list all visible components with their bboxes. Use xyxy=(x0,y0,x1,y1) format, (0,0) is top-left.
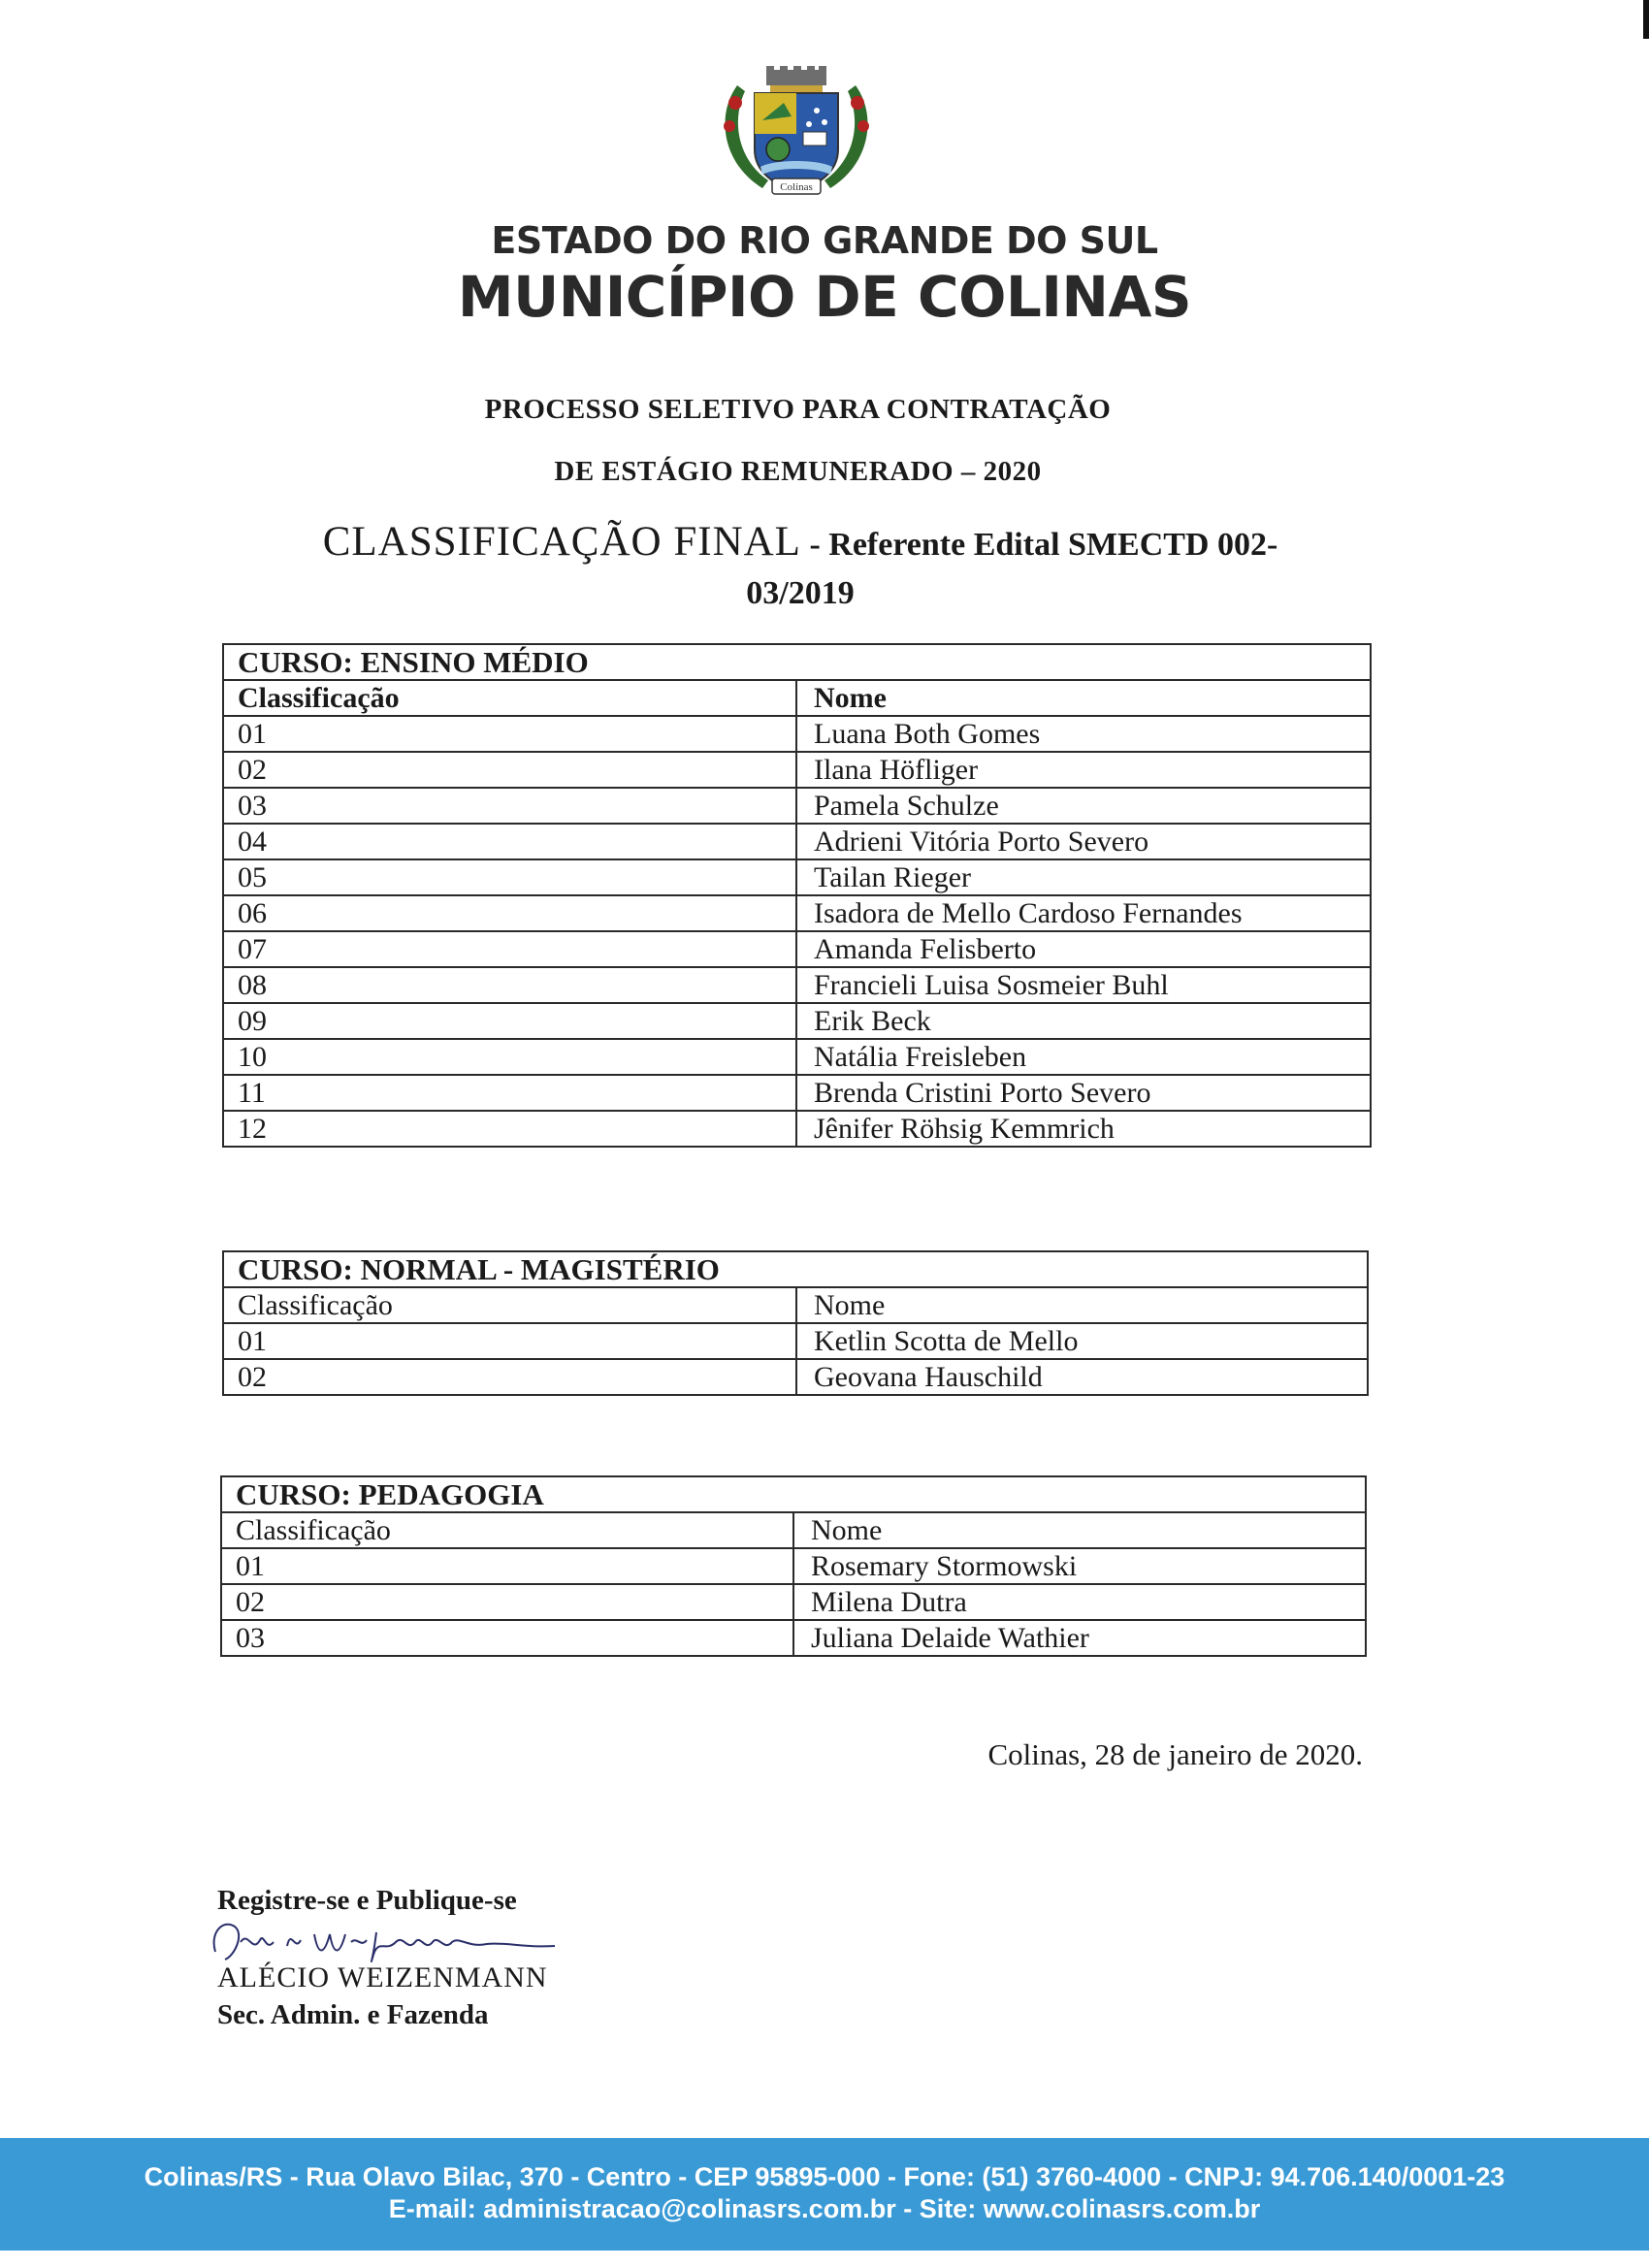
table-row xyxy=(223,1039,1371,1075)
table-row xyxy=(223,1111,1371,1147)
column-header-classificacao: Classificação xyxy=(221,1512,793,1548)
page-edge-mark xyxy=(1643,0,1649,39)
column-header-nome: Nome xyxy=(793,1512,1366,1548)
state-title: ESTADO DO RIO GRANDE DO SUL xyxy=(491,219,1158,262)
footer-contact: E-mail: administracao@colinasrs.com.br - Site: www.colinasrs.com.br xyxy=(388,2194,1261,2223)
table-row xyxy=(221,1620,1366,1656)
column-header-classificacao: Classificação xyxy=(223,680,796,716)
table-pedagogia xyxy=(220,1475,1367,1657)
process-title-line-2: DE ESTÁGIO REMUNERADO – 2020 xyxy=(554,456,1042,487)
table-row xyxy=(223,895,1371,931)
date-line: Colinas, 28 de janeiro de 2020. xyxy=(987,1737,1363,1771)
rank-cell: 03 xyxy=(221,1620,793,1656)
table-row xyxy=(223,967,1371,1003)
table-row xyxy=(223,788,1371,824)
rank-cell: 12 xyxy=(223,1111,796,1147)
rank-cell: 02 xyxy=(223,752,796,788)
table-normal-magisterio xyxy=(222,1250,1369,1396)
footer-address: Colinas/RS - Rua Olavo Bilac, 370 - Centro - CEP 95895-000 - Fone: (51) 3760-4000 - CNPJ: 94.706.140/0001-23 xyxy=(144,2162,1505,2191)
name-cell: Luana Both Gomes xyxy=(796,716,1371,752)
process-title-line-1: PROCESSO SELETIVO PARA CONTRATAÇÃO xyxy=(484,394,1112,425)
crest-ribbon-text: Colinas xyxy=(780,181,813,193)
signatory-role: Sec. Admin. e Fazenda xyxy=(217,1999,489,2030)
rank-cell: 10 xyxy=(223,1039,796,1075)
table-row xyxy=(223,1359,1368,1395)
name-cell: Pamela Schulze xyxy=(796,788,1371,824)
footer-bar xyxy=(0,2138,1649,2251)
column-header-classificacao: Classificação xyxy=(223,1287,796,1323)
rank-cell: 05 xyxy=(223,859,796,895)
name-cell: Adrieni Vitória Porto Severo xyxy=(796,824,1371,859)
table-row xyxy=(223,752,1371,788)
handwritten-signature xyxy=(206,1913,574,1973)
rank-cell: 01 xyxy=(223,1323,796,1359)
name-cell: Natália Freisleben xyxy=(796,1039,1371,1075)
name-cell: Jênifer Röhsig Kemmrich xyxy=(796,1111,1371,1147)
rank-cell: 08 xyxy=(223,967,796,1003)
rank-cell: 01 xyxy=(221,1548,793,1584)
name-cell: Rosemary Stormowski xyxy=(793,1548,1366,1584)
rank-cell: 02 xyxy=(223,1359,796,1395)
name-cell: Milena Dutra xyxy=(793,1584,1366,1620)
signatory-name: ALÉCIO WEIZENMANN xyxy=(217,1961,548,1993)
rank-cell: 02 xyxy=(221,1584,793,1620)
table-row xyxy=(223,824,1371,859)
name-cell: Erik Beck xyxy=(796,1003,1371,1039)
rank-cell: 07 xyxy=(223,931,796,967)
name-cell: Brenda Cristini Porto Severo xyxy=(796,1075,1371,1111)
rank-cell: 03 xyxy=(223,788,796,824)
name-cell: Francieli Luisa Sosmeier Buhl xyxy=(796,967,1371,1003)
course-title: CURSO: ENSINO MÉDIO xyxy=(223,644,1371,680)
rank-cell: 04 xyxy=(223,824,796,859)
name-cell: Geovana Hauschild xyxy=(796,1359,1368,1395)
rank-cell: 01 xyxy=(223,716,796,752)
table-row xyxy=(223,859,1371,895)
heading-main: CLASSIFICAÇÃO FINAL xyxy=(322,519,801,565)
table-row xyxy=(223,716,1371,752)
table-row xyxy=(223,1075,1371,1111)
municipal-crest-logo xyxy=(716,66,877,198)
rank-cell: 11 xyxy=(223,1075,796,1111)
table-row xyxy=(221,1584,1366,1620)
table-row xyxy=(223,1003,1371,1039)
table-row xyxy=(223,1323,1368,1359)
rank-cell: 06 xyxy=(223,895,796,931)
name-cell: Tailan Rieger xyxy=(796,859,1371,895)
table-ensino-medio xyxy=(222,643,1372,1148)
municipality-title: MUNICÍPIO DE COLINAS xyxy=(457,264,1192,330)
heading-sub-2: 03/2019 xyxy=(746,575,855,611)
course-title: CURSO: NORMAL - MAGISTÉRIO xyxy=(223,1251,1368,1287)
heading-sub: - Referente Edital SMECTD 002- xyxy=(800,527,1278,563)
course-title: CURSO: PEDAGOGIA xyxy=(221,1476,1366,1512)
name-cell: Juliana Delaide Wathier xyxy=(793,1620,1366,1656)
column-header-nome: Nome xyxy=(796,1287,1368,1323)
register-publish-text: Registre-se e Publique-se xyxy=(217,1885,517,1916)
name-cell: Ilana Höfliger xyxy=(796,752,1371,788)
table-row xyxy=(223,931,1371,967)
column-header-nome: Nome xyxy=(796,680,1371,716)
rank-cell: 09 xyxy=(223,1003,796,1039)
name-cell: Ketlin Scotta de Mello xyxy=(796,1323,1368,1359)
classification-heading xyxy=(262,518,1339,618)
name-cell: Isadora de Mello Cardoso Fernandes xyxy=(796,895,1371,931)
name-cell: Amanda Felisberto xyxy=(796,931,1371,967)
table-row xyxy=(221,1548,1366,1584)
